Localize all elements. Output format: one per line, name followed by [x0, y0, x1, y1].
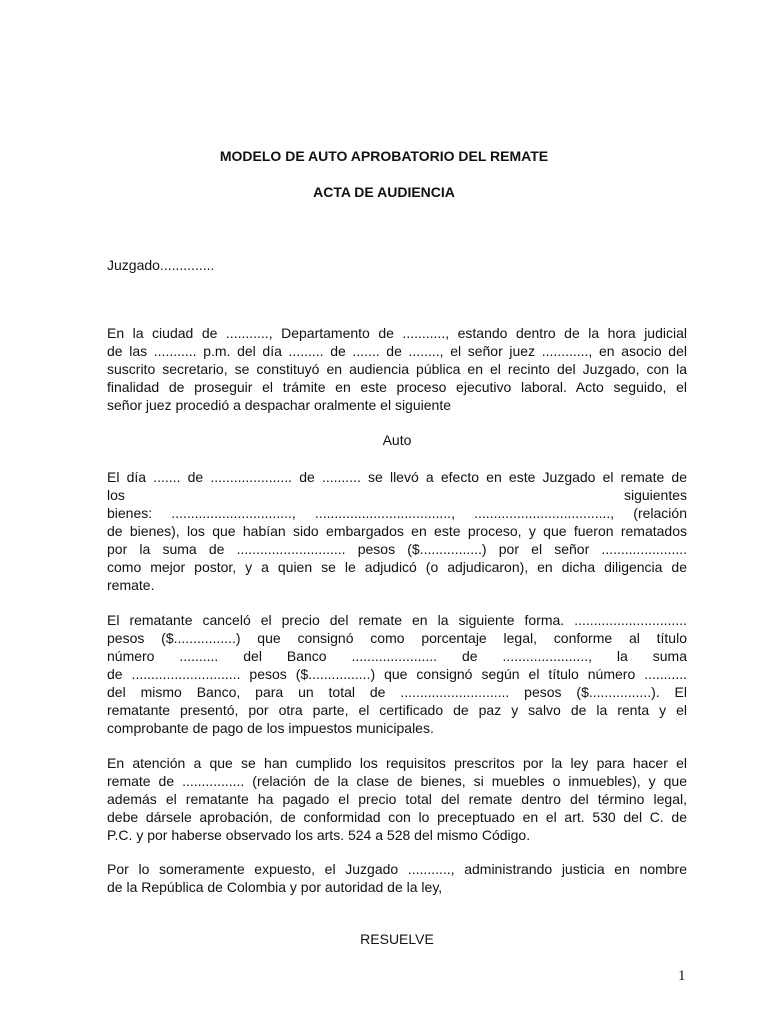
paragraph-line: suscrito secretario, se constituyó en audiencia pública en el recinto del Juzgado, con la — [107, 361, 687, 377]
document-subtitle: ACTA DE AUDIENCIA — [313, 184, 455, 200]
paragraph-line: El rematante canceló el precio del remate en la siguiente forma. ............................. — [107, 612, 687, 628]
paragraph-line: Por lo someramente expuesto, el Juzgado ..........., administrando justicia en nombre — [107, 861, 687, 877]
closing-paragraph — [107, 860, 687, 896]
paragraph-line: En atención a que se han cumplido los requisitos prescritos por la ley para hacer el — [107, 755, 687, 771]
paragraph-line: de la República de Colombia y por autoridad de la ley, — [107, 879, 443, 895]
paragraph-line: pesos ($................) que consignó como porcentaje legal, conforme al título — [107, 630, 687, 646]
paragraph-line: los siguientes — [107, 487, 687, 503]
paragraph-line: remate. — [107, 577, 155, 593]
paragraph-line: por la suma de ............................ pesos ($................) por el señor ...................... — [107, 541, 687, 557]
remate-paragraph — [107, 468, 687, 594]
paragraph-line: señor juez procedió a despachar oralmente el siguiente — [107, 397, 451, 413]
resuelve-heading: RESUELVE — [360, 931, 434, 947]
paragraph-line: como mejor postor, y a quien se le adjudicó (o adjudicaron), en dicha diligencia de — [107, 559, 687, 575]
document-title: MODELO DE AUTO APROBATORIO DEL REMATE — [219, 148, 549, 164]
paragraph-line: finalidad de proseguir el trámite en este proceso ejecutivo laboral. Acto seguido, el — [107, 379, 687, 395]
paragraph-line: además el rematante ha pagado el precio total del remate dentro del término legal, — [107, 791, 687, 807]
payment-paragraph — [107, 611, 687, 737]
paragraph-line: En la ciudad de ..........., Departamento de ..........., estando dentro de la hora judicial — [107, 325, 687, 341]
paragraph-line: P.C. y por haberse observado los arts. 524 a 528 del mismo Código. — [107, 827, 531, 843]
paragraph-line: del mismo Banco, para un total de ............................ pesos ($................). El — [107, 684, 687, 700]
paragraph-line: de bienes), los que habían sido embargados en este proceso, y que fueron rematados — [107, 523, 687, 539]
paragraph-line: de las ........... p.m. del día ......... de ....... de ........, el señor juez ............, en asocio del — [107, 343, 687, 359]
paragraph-line: debe dársele aprobación, de conformidad con lo preceptuado en el art. 530 del C. de — [107, 809, 687, 825]
approval-paragraph — [107, 754, 687, 844]
paragraph-line: número .......... del Banco ...................... de ......................, la suma — [107, 648, 687, 664]
court-line: Juzgado.............. — [107, 257, 215, 273]
paragraph-line: comprobante de pago de los impuestos municipales. — [107, 720, 434, 736]
paragraph-line: remate de ................ (relación de la clase de bienes, si muebles o inmuebles), y que — [107, 773, 687, 789]
auto-heading: Auto — [382, 432, 412, 448]
paragraph-line: bienes: ..............................., ..................................., ..................................., (relación — [107, 505, 687, 521]
page-number: 1 — [678, 968, 686, 984]
opening-paragraph — [107, 324, 687, 414]
paragraph-line: de ............................ pesos ($................) que consignó según el título número ........... — [107, 666, 687, 682]
paragraph-line: El día ....... de ..................... de .......... se llevó a efecto en este Juzgado el remate de — [107, 469, 687, 485]
paragraph-line: rematante presentó, por otra parte, el certificado de paz y salvo de la renta y el — [107, 702, 687, 718]
